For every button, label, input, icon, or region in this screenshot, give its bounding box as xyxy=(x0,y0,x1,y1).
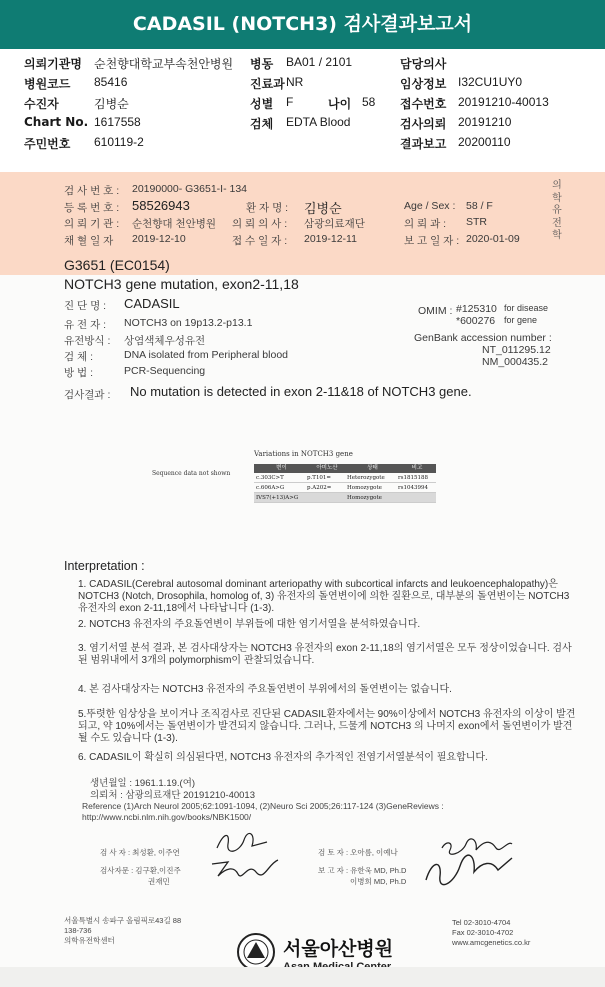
inst-label: 의 뢰 기 관 : xyxy=(64,218,120,230)
side-mark: 의학유전학 xyxy=(552,180,562,241)
hospital-name-ko: 서울아산병원 xyxy=(283,938,394,960)
method: PCR-Sequencing xyxy=(124,365,206,377)
value: 1617558 xyxy=(94,115,141,129)
value: 20191210-40013 xyxy=(458,95,549,109)
label: 수진자 xyxy=(24,97,59,111)
department: 의학유전학센터 xyxy=(64,936,115,945)
patient-name: 김병순 xyxy=(304,201,342,216)
info-row xyxy=(24,55,594,73)
collect-label: 채 혈 일 자 xyxy=(64,235,114,247)
test-no-label: 검 사 번 호 : xyxy=(64,185,120,197)
value: 85416 xyxy=(94,75,128,89)
diagnosis: CADASIL xyxy=(124,296,180,311)
value: I32CU1UY0 xyxy=(458,75,523,89)
interp-paragraph: 5.뚜렷한 임상상을 보이거나 조직검사로 진단된 CADASIL환자에서는 90%이상에서 NOTCH3 유전자의 이상이 발견되고, 약 10%에서는 돌연변이가 발견되지 않습니다. 그러나, 드물게 NOTCH3 의 나머지 exon에서 돌연변이가 발견될 수도 있습니다 (1-3). xyxy=(78,709,576,744)
info-row xyxy=(24,115,594,133)
col-header: 비고 xyxy=(411,465,423,471)
cell: Heterozygote xyxy=(347,475,385,481)
interp-paragraph: 4. 본 검사대상자는 NOTCH3 유전자의 주요돌연변이 부위에서의 돌연변이는 없습니다. xyxy=(78,684,452,695)
scanned-report xyxy=(0,172,605,987)
cell: rs1815188 xyxy=(398,475,428,481)
tester: 검 사 자 : 최성환, 이주연 xyxy=(100,848,180,857)
omim-disease: #125310 xyxy=(456,303,497,315)
cell: c.606A>G xyxy=(256,485,285,491)
col-header: 아미노산 xyxy=(316,465,338,471)
variant-table-title: Variations in NOTCH3 gene xyxy=(254,450,353,458)
label: 결과보고 xyxy=(400,137,447,151)
label: 접수번호 xyxy=(400,97,447,111)
references: Reference (1)Arch Neurol 2005;62:1091-1094, (2)Neuro Sci 2005;26:117-124 (3)GeneReviews : http://www.ncbi.nlm.nih.gov/books/NBK1500/ xyxy=(82,801,444,822)
label: 성별 xyxy=(250,97,274,111)
result-label: 검사결과 : xyxy=(64,389,111,401)
specimen: DNA isolated from Peripheral blood xyxy=(124,349,289,361)
sequence-note: Sequence data not shown xyxy=(152,470,231,477)
label: 병원코드 xyxy=(24,77,71,91)
interp-paragraph: 1. CADASIL(Cerebral autosomal dominant arteriopathy with subcortical infarcts and leukoencephalopathy)은 NOTCH3 (Notch, Drosophila, homolog of, 3) 유전자의 돌연변이에 의한 질환으로, 대부분의 돌연변이는 NOTCH3 유전자의 exon 2-11,18에서 나타납니다 (1-3). xyxy=(78,579,570,614)
omim-label: OMIM : xyxy=(418,305,453,317)
test-no: 20190000- G3651-I- 134 xyxy=(132,183,248,195)
approver-2: 권재민 xyxy=(148,877,170,886)
genbank-2: NM_000435.2 xyxy=(482,356,548,368)
scan-footer xyxy=(0,967,605,987)
value: F xyxy=(286,95,294,109)
table-row xyxy=(254,473,436,483)
inheritance: 상염색체우성유전 xyxy=(124,335,206,347)
website: www.amcgenetics.co.kr xyxy=(452,938,531,947)
req-label: 의 뢰 과 : xyxy=(404,218,447,230)
interp-paragraph: 6. CADASIL이 확실히 의심된다면, NOTCH3 유전자의 추가적인 전염기서열분석이 필요합니다. xyxy=(78,752,488,763)
value: 김병순 xyxy=(94,97,129,111)
value: 58 xyxy=(362,95,376,109)
report-date: 2020-01-09 xyxy=(466,233,520,245)
interpretation-title: Interpretation : xyxy=(64,559,145,573)
inherit-label: 유전방식 : xyxy=(64,335,111,347)
report-label: 보 고 일 자 : xyxy=(404,235,460,247)
reg-no-label: 등 록 번 호 : xyxy=(64,202,120,214)
interp-paragraph: 3. 염기서열 분석 결과, 본 검사대상자는 NOTCH3 유전자의 exon 2-11,18의 염기서열은 모두 정상이었습니다. 검사된 범위내에서 3개의 polymorphism이 관찰되었습니다. xyxy=(78,643,572,666)
omim-disease-desc: for disease xyxy=(504,303,549,313)
label: 의뢰기관명 xyxy=(24,57,82,71)
gene: NOTCH3 on 19p13.2-p13.1 xyxy=(124,317,253,329)
cell: c.303C>T xyxy=(256,475,284,481)
value: 순천향대학교부속천안병원 xyxy=(94,57,234,71)
info-row xyxy=(24,95,594,113)
signature-image xyxy=(208,854,283,884)
value: 20200110 xyxy=(458,135,511,149)
value: 20191210 xyxy=(458,115,512,129)
label: 나이 xyxy=(328,97,352,111)
receive-date: 2019-12-11 xyxy=(304,233,357,245)
address: 서울특별시 송파구 올림픽로43길 88 xyxy=(64,916,182,925)
req-doc: 삼광의료재단 xyxy=(304,218,365,230)
label: 병동 xyxy=(250,57,274,71)
specimen-label: 검 체 : xyxy=(64,351,94,363)
cell xyxy=(307,493,347,502)
value: EDTA Blood xyxy=(286,115,351,129)
cell xyxy=(398,493,436,502)
reg-no: 58526943 xyxy=(132,198,190,213)
approver: 검사자문 : 김구환,이진주 xyxy=(100,866,181,875)
test-code: G3651 (EC0154) xyxy=(64,257,170,273)
omim-gene: *600276 xyxy=(456,315,496,327)
reporter: 보 고 자 : 유한욱 MD, Ph.D xyxy=(318,866,407,875)
table-row xyxy=(254,493,436,503)
gene-label: 유 전 자 : xyxy=(64,319,107,331)
result: No mutation is detected in exon 2-11&18 of NOTCH3 gene. xyxy=(130,384,472,399)
label: Chart No. xyxy=(24,115,89,129)
variant-table xyxy=(254,450,436,503)
omim-gene-desc: for gene xyxy=(504,315,538,325)
label: 진료과 xyxy=(250,77,285,91)
postal-code: 138-736 xyxy=(64,926,92,935)
value: NR xyxy=(286,75,304,89)
label: 검체 xyxy=(250,117,274,131)
variant-table-header xyxy=(254,464,436,473)
cell: p.A202= xyxy=(307,485,332,491)
value: 610119-2 xyxy=(94,135,144,149)
test-name: NOTCH3 gene mutation, exon2-11,18 xyxy=(64,276,299,292)
cell: IVS7(+13)A>G xyxy=(256,495,299,501)
hospital-logo-icon xyxy=(236,932,276,972)
table-row xyxy=(254,483,436,493)
inst: 순천향대 천안병원 xyxy=(132,218,217,230)
collect-date: 2019-12-10 xyxy=(132,233,186,245)
fax: Fax 02-3010-4702 xyxy=(452,928,514,937)
col-header: 상태 xyxy=(367,465,378,471)
label: 담당의사 xyxy=(400,57,447,71)
cell: p.T101= xyxy=(307,475,332,481)
interp-paragraph: 2. NOTCH3 유전자의 주요돌연변이 부위들에 대한 염기서열을 분석하였습니다. xyxy=(78,619,421,630)
label: 임상정보 xyxy=(400,77,447,91)
cell: rs1043994 xyxy=(398,485,428,491)
patient-label: 환 자 명 : xyxy=(246,202,289,214)
requester: 의뢰처 : 삼광의료재단 20191210-40013 xyxy=(90,790,255,801)
reviewer: 검 토 자 : 오아름, 이예나 xyxy=(318,848,398,857)
genbank-1: NT_011295.12 xyxy=(482,344,551,356)
label: 검사의뢰 xyxy=(400,117,447,131)
signature-image xyxy=(418,850,518,890)
reporter-2: 이병희 MD, Ph.D xyxy=(350,877,407,886)
tel: Tel 02-3010-4704 xyxy=(452,918,511,927)
genbank-label: GenBank accession number : xyxy=(414,332,552,344)
signature-image xyxy=(212,830,272,856)
cell: Homozygote xyxy=(347,485,382,491)
diag-label: 진 단 명 : xyxy=(64,300,107,312)
cell: Homozygote xyxy=(347,495,382,501)
req: STR xyxy=(466,216,487,228)
info-row xyxy=(24,135,594,153)
req-doc-label: 의 뢰 의 사 : xyxy=(232,218,288,230)
value: BA01 / 2101 xyxy=(286,55,353,69)
agesex-label: Age / Sex : xyxy=(404,200,456,212)
label: 주민번호 xyxy=(24,137,71,151)
method-label: 방 법 : xyxy=(64,367,94,379)
receive-label: 접 수 일 자 : xyxy=(232,235,288,247)
info-row xyxy=(24,75,594,93)
agesex: 58 / F xyxy=(466,200,493,212)
birth-date: 생년월일 : 1961.1.19.(여) xyxy=(90,778,196,789)
report-title: CADASIL (NOTCH3) 검사결과보고서 xyxy=(0,0,605,49)
col-header: 변이 xyxy=(276,465,287,471)
